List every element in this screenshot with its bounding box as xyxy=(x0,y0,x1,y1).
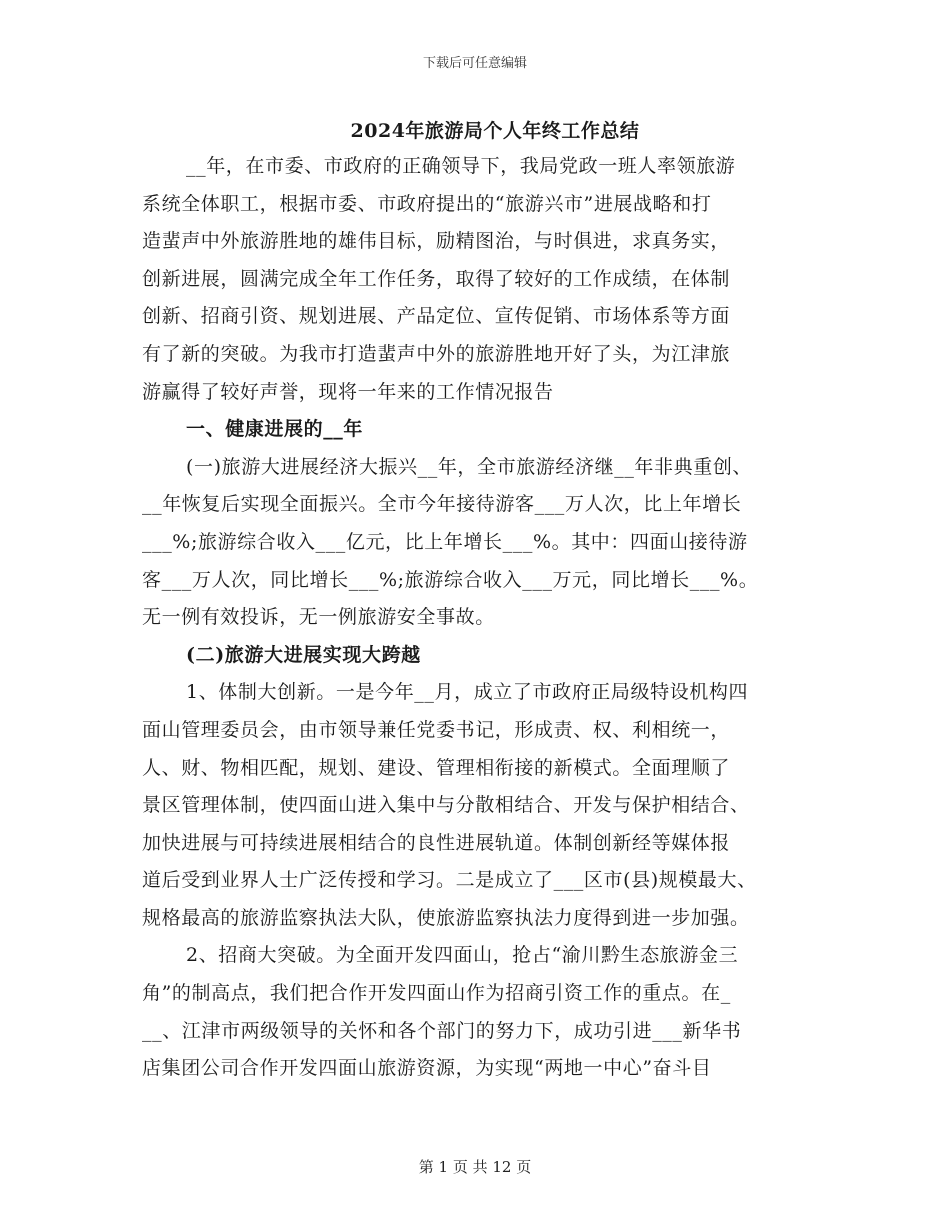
body-line: 创新进展，圆满完成全年工作任务，取得了较好的工作成绩，在体制 xyxy=(142,267,731,290)
body-line: 面山管理委员会，由市领导兼任党委书记，形成责、权、利相统一， xyxy=(142,718,731,741)
body-line: ___%;旅游综合收入___亿元，比上年增长___%。其中：四面山接待游 xyxy=(142,530,748,553)
body-line: 人、财、物相匹配，规划、建设、管理相衔接的新模式。全面理顺了 xyxy=(142,756,731,779)
body-line: 1、体制大创新。一是今年__月，成立了市政府正局级特设机构四 xyxy=(186,681,749,704)
body-line: 系统全体职工，根据市委、市政府提出的“旅游兴市”进展战略和打 xyxy=(142,192,712,215)
body-line: 创新、招商引资、规划进展、产品定位、宣传促销、市场体系等方面 xyxy=(142,305,731,328)
body-line: 加快进展与可持续进展相结合的良性进展轨道。体制创新经等媒体报 xyxy=(142,831,731,854)
body-line: 规格最高的旅游监察执法大队，使旅游监察执法力度得到进一步加强。 xyxy=(142,906,750,929)
body-line: 有了新的突破。为我市打造蜚声中外的旅游胜地开好了头，为江津旅 xyxy=(142,342,731,365)
body-line: __年恢复后实现全面振兴。全市今年接待游客___万人次，比上年增长 xyxy=(142,493,742,516)
body-line: 角”的制高点，我们把合作开发四面山作为招商引资工作的重点。在_ xyxy=(142,982,731,1005)
body-line: __年，在市委、市政府的正确领导下，我局党政一班人率领旅游 xyxy=(186,155,736,177)
body-line: __、江津市两级领导的关怀和各个部门的努力下，成功引进___新华书 xyxy=(142,1019,742,1042)
body-line: 道后受到业界人士广泛传授和学习。二是成立了___区市(县)规模最大、 xyxy=(142,869,757,892)
document-body xyxy=(142,148,822,1088)
body-line: 无一例有效投诉，无一例旅游安全事故。 xyxy=(142,606,495,629)
page-number: 第 1 页 共 12 页 xyxy=(418,1158,532,1176)
page-header-note: 下载后可任意编辑 xyxy=(422,56,527,71)
document-title: 2024年旅游局个人年终工作总结 xyxy=(350,120,640,142)
body-line: 景区管理体制，使四面山进入集中与分散相结合、开发与保护相结合、 xyxy=(142,794,750,817)
body-line: 2、招商大突破。为全面开发四面山，抢占“渝川黔生态旅游金三 xyxy=(186,944,739,967)
body-line: 店集团公司合作开发四面山旅游资源，为实现“两地一中心”奋斗目 xyxy=(142,1057,712,1080)
subsection-heading: (二)旅游大进展实现大跨越 xyxy=(186,643,421,666)
body-line: 造蜚声中外旅游胜地的雄伟目标，励精图治，与时俱进，求真务实， xyxy=(142,230,731,253)
body-line: 客___万人次，同比增长___%;旅游综合收入___万元，同比增长___%。 xyxy=(142,568,759,591)
section-heading: 一、健康进展的__年 xyxy=(186,418,364,441)
body-line: (一)旅游大进展经济大振兴__年，全市旅游经济继__年非典重创、 xyxy=(186,455,753,478)
body-line: 游赢得了较好声誉，现将一年来的工作情况报告 xyxy=(142,380,554,403)
